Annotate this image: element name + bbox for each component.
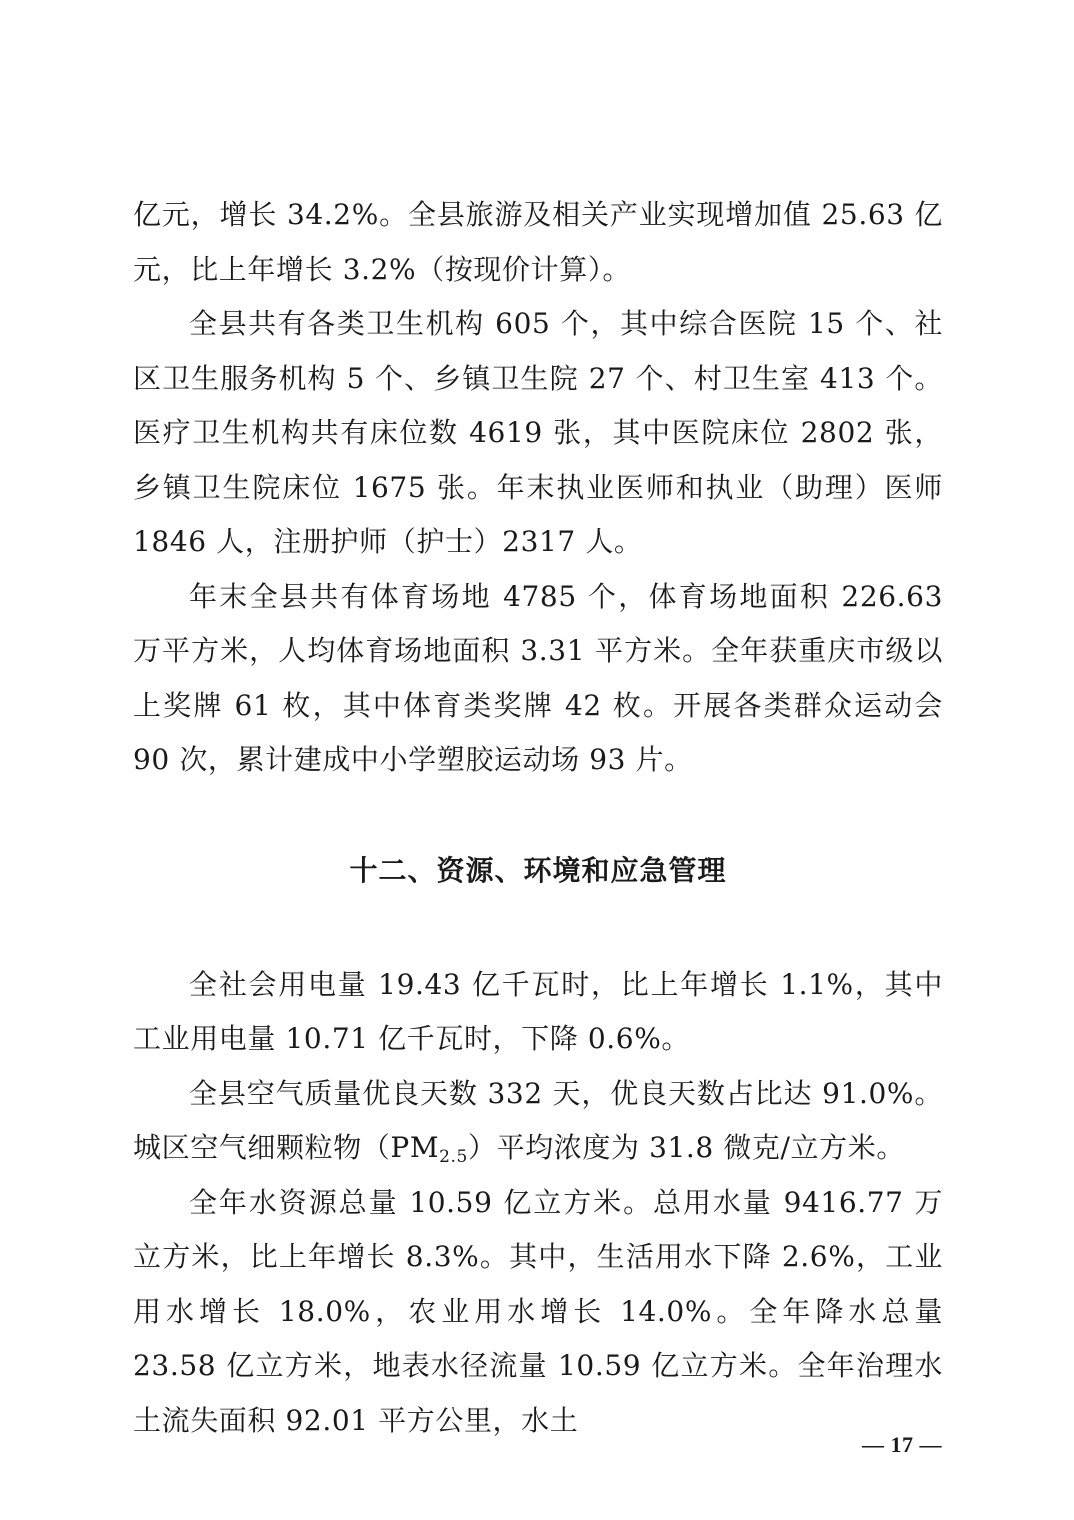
air-quality-text-start: 全县空气质量优良天数 332 天，优良天数占比达 91.0%。城区空气细颗粒物（PM bbox=[133, 1076, 943, 1164]
section-heading: 十二、资源、环境和应急管理 bbox=[349, 853, 727, 887]
paragraph-electricity: 全社会用电量 19.43 亿千瓦时，比上年增长 1.1%，其中工业用电量 10.71 亿千瓦时，下降 0.6%。 bbox=[133, 967, 943, 1055]
body-content bbox=[133, 188, 943, 1448]
page-number: — 17 — bbox=[862, 1432, 942, 1457]
paragraph-air-quality bbox=[133, 1067, 943, 1176]
paragraph-health: 全县共有各类卫生机构 605 个，其中综合医院 15 个、社区卫生服务机构 5 个、乡镇卫生院 27 个、村卫生室 413 个。医疗卫生机构共有床位数 4619 张，其中医院床位 2802 张，乡镇卫生院床位 1675 张。年末执业医师和执业（助理）医师 1846 人，注册护师（护士）2317 人。 bbox=[133, 307, 943, 558]
paragraph-water: 全年水资源总量 10.59 亿立方米。总用水量 9416.77 万立方米，比上年增长 8.3%。其中，生活用水下降 2.6%，工业用水增长 18.0%，农业用水增长 14.0%。全年降水总量 23.58 亿立方米，地表水径流量 10.59 亿立方米。全年治理水土流失面积 92.01 平方公里，水土 bbox=[133, 1185, 943, 1437]
pm-subscript: 2.5 bbox=[439, 1147, 468, 1167]
air-quality-text-end: ）平均浓度为 31.8 微克/立方米。 bbox=[467, 1131, 905, 1164]
paragraph-tourism: 亿元，增长 34.2%。全县旅游及相关产业实现增加值 25.63 亿元，比上年增长 3.2%（按现价计算）。 bbox=[133, 198, 943, 286]
paragraph-sports: 年末全县共有体育场地 4785 个，体育场地面积 226.63 万平方米，人均体育场地面积 3.31 平方米。全年获重庆市级以上奖牌 61 枚，其中体育类奖牌 42 枚。开展各类群众运动会 90 次，累计建成中小学塑胶运动场 93 片。 bbox=[133, 579, 943, 776]
